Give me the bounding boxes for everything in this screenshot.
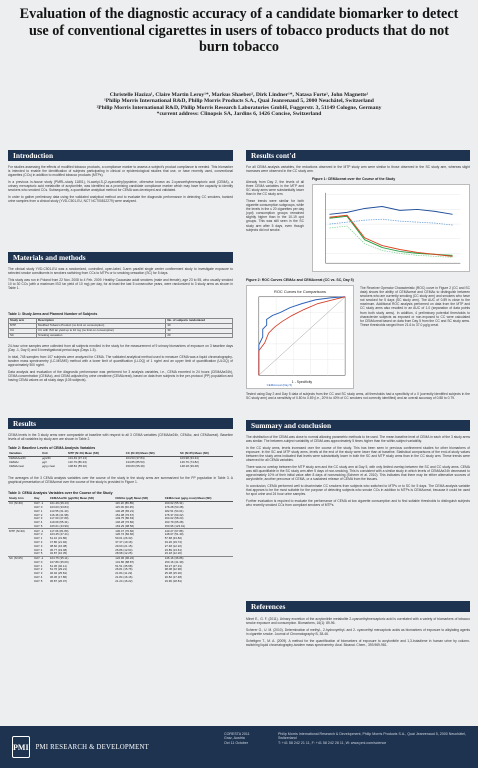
cell: CC	[9, 328, 37, 333]
table1-caption: Table 1: Study Arms and Planned Number of Subjects	[8, 312, 98, 316]
meta-line: Oct 11 October	[224, 740, 249, 745]
cell: 176.28 (53.28)	[164, 504, 184, 509]
table-header: CEMAAe24h (µg/24h) Mean (SD)	[49, 497, 114, 502]
figure-2-svg	[247, 286, 353, 388]
cell: 21.84 (11.22)	[115, 571, 133, 576]
cell: 113.55 (31.44)	[49, 508, 69, 513]
cell: µg/l	[41, 459, 47, 464]
introduction-text	[8, 165, 233, 263]
cell: 126.76 (74.82)	[180, 459, 199, 464]
cell: 21.84 (16.16)	[115, 575, 133, 580]
cell: 61.10 (31.86)	[49, 536, 68, 541]
footer-bar	[0, 726, 478, 768]
paragraph: Tested using Day 2 and Day 5 data of subjects from the CC and SC study arms, all thresholds had a specificity of ≥ 0 (correctly identified subjects in the SC study arm) and a sensitivity of 0.80 to 0.89 (i.e., 20% to 40% of CC smokers not correctly identified) and an overall accuracy of 0.88 to 0.79.	[246, 392, 470, 401]
paragraph: These trends were similar for both cigarette consumption subgroups, while the levels in the ≤ 20 cigarettes per day (cpd) consumption groups remained slightly higher than in the 10-19 cpd groups. This was still seen in the SC study arm after 5 days, even though subjects did not smoke.	[246, 198, 304, 232]
cell: 146.16 (36.86)	[164, 556, 233, 560]
cell: 106.61 (43.99)	[49, 523, 69, 528]
cell: 140.28 (65.21)	[115, 508, 135, 513]
table-header: MTP (N=40) Mean (SD)	[67, 452, 125, 457]
paragraph: The clinical study YVD-C501-EU was a randomized, controlled, open-label, 3-arm parallel single center confinement study to investigate exposure to selected smoke constituents in smokers switching from CCs to MTPs or to smoking cessation (SC) for 5 days.	[8, 267, 233, 276]
cell: 29.60 (21.15)	[115, 543, 133, 548]
study-arm-cell	[8, 580, 33, 584]
figure-1-chart	[312, 184, 470, 272]
figure-1-svg	[313, 185, 469, 271]
cell: DAY 3	[34, 516, 43, 521]
cell: 26.81 (15.76)	[115, 567, 133, 572]
cell: 38.08 (22.96)	[164, 567, 182, 572]
table-1	[8, 318, 233, 338]
table3-caption: Table 3: CEMA Analysis Variables over the Course of the Study	[8, 491, 113, 495]
cell: DAY 5	[34, 578, 43, 583]
paragraph: Further evaluation is required to evaluate the performance of CEMA at low cigarette consumption and to find suitable thresholds to distinguish subjects who recently smoked CCs from compliant smokers of MTPs.	[246, 498, 470, 507]
affiliation-line: ¹Philip Morris International R&D, Philip Morris Products S.A., Quai Jeanrenaud 5, 2000 Neuchâtel, Switzerland	[104, 98, 374, 105]
cell: 151.08 (76.67)	[115, 512, 135, 517]
cell: CC with ISO tar yield up to 10 mg (no limit on consumption)	[37, 328, 166, 333]
cell: DAY 5	[34, 551, 43, 556]
figure1-caption: Figure 1: CEMAcreat over the Course of the Study	[312, 177, 396, 181]
cell: DAY 4	[34, 520, 43, 525]
cell: 175.37 (60.22)	[164, 512, 184, 517]
cell: 103.45 (47.41)	[49, 532, 69, 537]
cell: 63.27 (27.31)	[164, 563, 182, 568]
cell: 131.80 (88.87)	[115, 559, 135, 564]
cell: 26.86 (12.64)	[115, 547, 133, 552]
paragraph: 24-hour urine samples were collected from all subjects enrolled in the study for the measurement of 9 urinary biomarkers of exposure on 3 baseline days (Day -1, Day 0) and 5 investigational period days (Days 1-5).	[8, 344, 233, 353]
cell: 110.79 (86.23)	[68, 459, 87, 464]
cell: 122.06 (96.22)	[114, 556, 163, 560]
cell: 104.75 (35.11)	[49, 556, 114, 560]
cell: 103.98 (33.34)	[180, 456, 199, 461]
poster-title: Evaluation of the diagnostic accuracy of a candidate biomarker to detect use of conventional cigarettes in users of tobacco products that do not burn tobacco	[19, 6, 459, 56]
figure2-legend: CEMAcreat (Day 5)	[266, 383, 293, 388]
cell: 119.09 (55.41)	[49, 520, 69, 525]
cell: µg/g creat	[41, 463, 55, 468]
section-header-results: Results	[8, 418, 233, 429]
meta-line: Graz, Austria	[224, 736, 245, 741]
cell: 115.09 (60.45)	[115, 504, 134, 509]
authors-line: Christelle Haziza¹, Claire Martin Leroy¹*, Markus Shaeber², Dirk Lindner¹*, Natasa Forte¹, John Magnette¹	[109, 92, 369, 98]
cell: DAY 2	[34, 540, 43, 544]
cell: 150.96 (123.01)	[164, 523, 186, 528]
cell: 51.76 (29.21)	[49, 567, 68, 572]
paragraph: The Receiver Operator Characteristic (ROC) curve in Figure 2 (CC and SC data) shows the ability of CEMAcreat and CEMAc to distinguish between smokers who are currently smoking (CC study arm) and smokers who have not smoked for 5 days (SC study arm). The AUC of 0.89 is close to the maximum. Additional ROC analysis performed on data from the MTP and CC study arms also resulted in an AUC of 1.0 (separation of data points from both study arms). In addition, 4 preliminary potential thresholds to characterize subjects as exposed or non-exposed to CC were calculated for CEMAcreat based on data from Day 5 from the CC and SC study arms. These thresholds ranged from 21.6 to 37.0 µg/g creat.	[360, 286, 470, 327]
cell: 148.18 (39.48)	[180, 463, 199, 468]
paragraph: The distribution of the CEMA was close to normal allowing parametric methods to be used. The mean baseline level of CEMA in each of the 3 study arms was similar. The between-subject variability of CEMA was approximately 5 times higher than the within-subject variability.	[246, 435, 470, 444]
cell: 38.60 (16.38)	[49, 543, 68, 548]
study-arm-cell: MTP (N=40)	[8, 529, 33, 533]
cell: Smoking cessation	[37, 333, 166, 338]
figure2-caption: Figure 2: ROC Curves CEMAc and CEMAcreat (CC vs. SC, Day 5)	[246, 278, 354, 282]
cell: 30	[166, 324, 233, 329]
cell: 134.85 (85.53)	[125, 459, 145, 464]
cell: 163.79 (65.28)	[164, 520, 184, 525]
results-cont-text	[246, 165, 470, 175]
pmi-logo-mark: PMI	[12, 736, 30, 758]
results-text	[8, 433, 233, 445]
cell: 160.62 (55.31)	[164, 501, 184, 506]
cell: 19.96 (18.81)	[164, 578, 182, 583]
table-2	[8, 452, 233, 468]
cell: 36.77 (19.48)	[49, 547, 68, 552]
pmi-logo	[12, 733, 149, 761]
cell: 36.36 (17.86)	[49, 575, 68, 580]
cell: 27.48 (12.22)	[164, 543, 182, 548]
table-header: Variables	[8, 452, 41, 457]
table-row	[8, 465, 233, 469]
reference-item: Schettgen T., M. A. (2009). A method for the quantification of biomarkers of exposure to acrylonitrile and 1,3-butadiene in human urine by column-switching liquid chromatography-tandem mass spectrometry. Anal. Bioanal. Chem., 393:969-981.	[246, 638, 470, 647]
cell: 36.87 (26.07)	[49, 578, 68, 583]
cell: 20.82 (17.48)	[164, 575, 182, 580]
cell: 130.47 (70.60)	[114, 529, 163, 533]
cell: DAY 0	[34, 532, 43, 537]
paragraph: There was no overlap between the MTP study arm and the CC study arm at Day 5, with only limited overlap between the SC and CC study arms. CEMA was still quantifiable in the SC study arm after 5 days of non-smoking. This is consistent with a similar study in which levels of CEMAAe24h decreased to approximately 10% of their initial value after 8 days of nonsmoking (Scherer et al. 2010). This indicates that there may be either alternative sources of acrylonitrile, another precursor of CEMA, or a sustained release of CEMA from the tissues.	[246, 464, 470, 482]
paragraph: In the CC study arms, levels increased over the course of the study. This has been seen in previous confinement studies for other biomarkers of exposure. In the SC and MTP study arms, levels at the end of the study were lower than at baseline. Statistical comparisons of the end-of-study values between the study arms indicated that levels were substantially lower in both the SC and MTP study arms than in the CC study arm. These trends were observed for all CEMA variables.	[246, 445, 470, 463]
footer-address	[278, 732, 468, 745]
results-cont-side-text	[246, 180, 304, 256]
cell: DAY -1	[33, 529, 49, 533]
table3-body	[8, 502, 233, 584]
section-header-materials: Materials and methods	[8, 252, 233, 263]
section-header-summary: Summary and conclusion	[246, 420, 470, 431]
title-block	[0, 0, 478, 122]
figure-2-chart	[246, 285, 354, 389]
study-arm-cell: SC (N=25)	[8, 556, 33, 560]
paragraph: Already from Day 2, the levels of all three CEMA variables in the MTP and SC study arms were substantially lower than in the CC study arm.	[246, 180, 304, 197]
cell: Modified Tobacco Product (no limit on consumption)	[37, 324, 166, 329]
methods-text	[8, 267, 233, 311]
paragraph: Data analysis and evaluation of the diagnostic performance was performed for 3 analysis variables, i.e., CEMA excreted in 24 hours (CEMAAe24h), CEMA concentration (CEMAc), and CEMA adjusted by urine creatinine (CEMAcreat), based on data from subjects in the per-protocol (PP) population and having CEMA values on all study days (105 subjects).	[8, 369, 233, 382]
cell: 107.86 (35.06)	[49, 559, 69, 564]
reference-item: Scherer G., U. M. (2010). Determination of methyl-, 2-hydroxyethyl- and 2- cyanoethyl mercapturic acids as biomarkers of exposure to alkylating agents in cigarette smoke. Journal of Chromatography B, 38-46.	[246, 627, 470, 636]
cell: 47.80 (21.92)	[49, 540, 68, 544]
table-header: Day	[33, 497, 49, 502]
cell: 46.02 (25.81)	[49, 571, 68, 576]
study-arm-cell: CC (N=40)	[9, 501, 23, 506]
cell: DAY 1	[34, 536, 43, 541]
cell: 116.46 (41.98)	[49, 512, 69, 517]
section-header-references: References	[246, 601, 470, 612]
paragraph: The averages of the 3 CEMA analysis variables over the course of the study in the study arms are summarized for the PP population in Table 3. A graphical presentation of CEMAcreat over the course of the study is provided in Figure 1.	[8, 476, 233, 485]
roc-text	[360, 286, 470, 390]
paragraph: For studies assessing the effects of modified tobacco products, a compliance marker to assess a subject's product compliance is needed. This biomarker is intended to enable the identification of subjects participating in clinical or epidemiological studies that use, or have recently used, conventional cigarettes (CCs) in addition to modified tobacco products (MTPs).	[8, 165, 233, 178]
cell: 28.98 (12.25)	[115, 551, 133, 556]
cell: 117.60 (47.80)	[49, 516, 69, 521]
contact-line: T: +41 58 242 21 11, F: +41 58 242 28 11, W: www.pmi.com/science	[278, 740, 387, 745]
cell: CEMAc	[9, 459, 19, 464]
cell: 164.02 (58.24)	[164, 516, 184, 521]
table-3	[8, 497, 233, 583]
cell: 150.83 (55.49)	[125, 463, 145, 468]
cell: DAY -1	[34, 501, 44, 506]
paragraph: For all CEMA analysis variables, the reductions observed in the MTP study arm were similar to those observed in the SC study arm, whereas slight increases were observed in the CC study arm.	[246, 165, 470, 174]
authors-block	[10, 92, 468, 117]
cell: 50.01 (26.33)	[115, 536, 133, 541]
table-header: No. of subjects randomized	[166, 319, 233, 324]
paragraph: This study was run in Poland from 22 Nov. 2008 to 4 Feb. 2009. Healthy Caucasian adult smokers (male and female), age 23 to 55, who usually smoked 10 to 30 CCs (with a maximum ISO tar yield of 10 mg) per day, for at least the last 5 consecutive years, were randomized to 3 study arms as shown in Table 1.	[8, 277, 233, 290]
paragraph: In a previous in-house study (PMRL-study 11801), N-acetyl-S-(2-cyanoethyl)cysteine, otherwise known as 2-cyanoethylmercapturic acid (CEMA), a urinary mercapturic acid metabolite of acrylonitrile, was identified as a promising candidate compliance marker which may have the capacity to identify smokers who smoked CCs. Subsequently, a quantitative analytical method for CEMA was developed and validated.	[8, 179, 233, 193]
cell: SC	[9, 333, 37, 338]
table-header: Unit	[41, 452, 67, 457]
cell: DAY 1	[34, 508, 43, 513]
section-header-introduction: Introduction	[8, 150, 233, 161]
pmi-logo-text: PMI RESEARCH & DEVELOPMENT	[35, 743, 149, 751]
cell: 37.37 (19.16)	[115, 540, 133, 544]
paragraph: In order to gather preliminary data using the validated analytical method and to evaluate the diagnostic performance in detecting CC smokers, banked urine samples from a clinical study (YVD-C501-EU, NCT NCT00812279) were analyzed.	[8, 194, 233, 203]
cell: 51.51 (35.68)	[115, 563, 133, 568]
results-text-2	[8, 476, 233, 490]
cell: DAY 4	[34, 575, 43, 580]
cell: MTP	[9, 324, 37, 329]
table-header: Study arm	[9, 319, 37, 324]
table-header: SC (N=25) Mean (SD)	[179, 452, 233, 457]
cell: 101.49 (39.13)	[49, 501, 69, 506]
meta-line: CORESTA 2011	[224, 732, 250, 736]
section-header-results-cont: Results cont'd	[246, 150, 470, 161]
cell: 57.68 (23.82)	[164, 536, 182, 541]
table-header: Study Arm	[8, 497, 33, 502]
cell: 150.16 (41.39)	[164, 559, 184, 564]
cell: 182.51 (54.01)	[164, 508, 184, 513]
paragraph: In conclusion, CEMA performed well to discriminate CC smokers from subjects who switched to MTPs or to SC for 5 days. The CEMA analysis variable that appears to be the most suitable for the purpose of detecting subjects who smoke CCs in addition to MTPs is CEMAcreat, because it could be used for spot urine and 24 hour urine samples.	[246, 483, 470, 496]
methods-text-2	[8, 344, 233, 414]
table-header: Description	[37, 319, 166, 324]
cell: 101.49 (37.13)	[68, 456, 87, 461]
table-header: CC (N=40) Mean (SD)	[125, 452, 179, 457]
references-list	[246, 617, 470, 697]
cell: DAY 0	[34, 504, 43, 509]
cell: 103.00 (33.84)	[49, 504, 69, 509]
table-header: CEMAcreat (µg/g creat) Mean (SD)	[164, 497, 233, 502]
cell: DAY 1	[34, 563, 43, 568]
table2-caption: Table 2: Baseline Levels of CEMA Analysis Variables	[8, 446, 96, 450]
figure2-inner-title: ROC Curves for Comparisons	[274, 288, 326, 294]
cell: DAY -1	[33, 556, 49, 560]
cell: DAY 3	[34, 571, 43, 576]
table-header: CEMAc (µg/l) Mean (SD)	[114, 497, 163, 502]
figure2-xlabel: 1 - Specificity	[291, 380, 313, 385]
cell: 23.18 (12.20)	[164, 551, 182, 556]
cell: DAY 2	[34, 512, 43, 517]
table-row	[9, 333, 233, 338]
affiliation-line: *current address: Clinopsis SA, Jardins 6, 1426 Concise, Switzerland	[156, 110, 322, 117]
cell: 25.38 (15.20)	[164, 571, 182, 576]
cell: 32.87 (16.35)	[49, 551, 68, 556]
cell: 148.07 (51.40)	[164, 532, 184, 537]
cell: µg/24h	[41, 456, 51, 461]
cell: DAY 2	[34, 567, 43, 572]
cell: DAY 3	[34, 543, 43, 548]
cell: 20	[166, 333, 233, 338]
table-row	[8, 580, 233, 584]
cell: 140.27 (67.86)	[164, 529, 233, 533]
reference-item: Minet E., G. F. (2011). Urinary excretion of the acrylonitrile metabolite 2-cyanoethylmercapturic acid is correlated with a variety of biomarkers of tobacco smoke exposure and consumption. Biomarkers, 16(1): 89-96.	[246, 617, 470, 626]
paragraph: CEMA levels in the 3 study arms were comparable at baseline with respect to all 3 CEMA variables (CEMAAe24h, CEMAc, and CEMAcreat). Baseline levels of all variables by study arm are shown in Table 2.	[8, 433, 233, 442]
cell: DAY 4	[34, 547, 43, 552]
cell: 126.72 (82.60)	[115, 532, 135, 537]
cell: 104.53 (37.84)	[125, 456, 145, 461]
cell: 117.06 (81.80)	[49, 529, 114, 533]
cell: 61.36 (40.11)	[49, 563, 67, 568]
cell: 163.29 (98.56)	[115, 523, 135, 528]
summary-text	[246, 435, 470, 587]
cell: 116.20 (86.89)	[115, 501, 134, 506]
cell: CEMAAe24h	[9, 456, 26, 461]
address-line: Philip Morris International Research & Development, Philip Morris Products S.A., Quai Jeanrenaud 5, 2000 Neuchâtel, Switzerland	[278, 732, 466, 741]
footer-meta	[224, 732, 260, 745]
roc-text-2	[246, 392, 470, 410]
cell: 30	[166, 328, 233, 333]
cell: DAY 0	[34, 559, 43, 564]
cell: 146.28 (76.82)	[115, 520, 135, 525]
cell: CEMAcreat	[9, 463, 24, 468]
cell: 149.75 (80.63)	[115, 516, 135, 521]
cell: 108.84 (55.32)	[68, 463, 87, 468]
cell: 34.26 (19.74)	[164, 540, 182, 544]
cell: 23.89 (13.61)	[164, 547, 182, 552]
affiliation-line: ²Philip Morris International R&D, Philip Morris Research Laboratories GmbH, Fuggerstr. 3, 51149 Cologne, Germany	[96, 104, 382, 111]
cell: DAY 5	[34, 523, 43, 528]
paragraph: In total, 748 samples from 107 subjects were analyzed for CEMA. The validated analytical method used to measure CEMA was a liquid chromatography-tandem mass spectrometry (LC-MS/MS) method with a lower limit of quantification (LLOQ) of 1 ng/ml and an upper limit of quantification (ULOQ) of approximately 500 ng/ml.	[8, 354, 233, 367]
cell: 21.24 (16.22)	[115, 578, 133, 583]
